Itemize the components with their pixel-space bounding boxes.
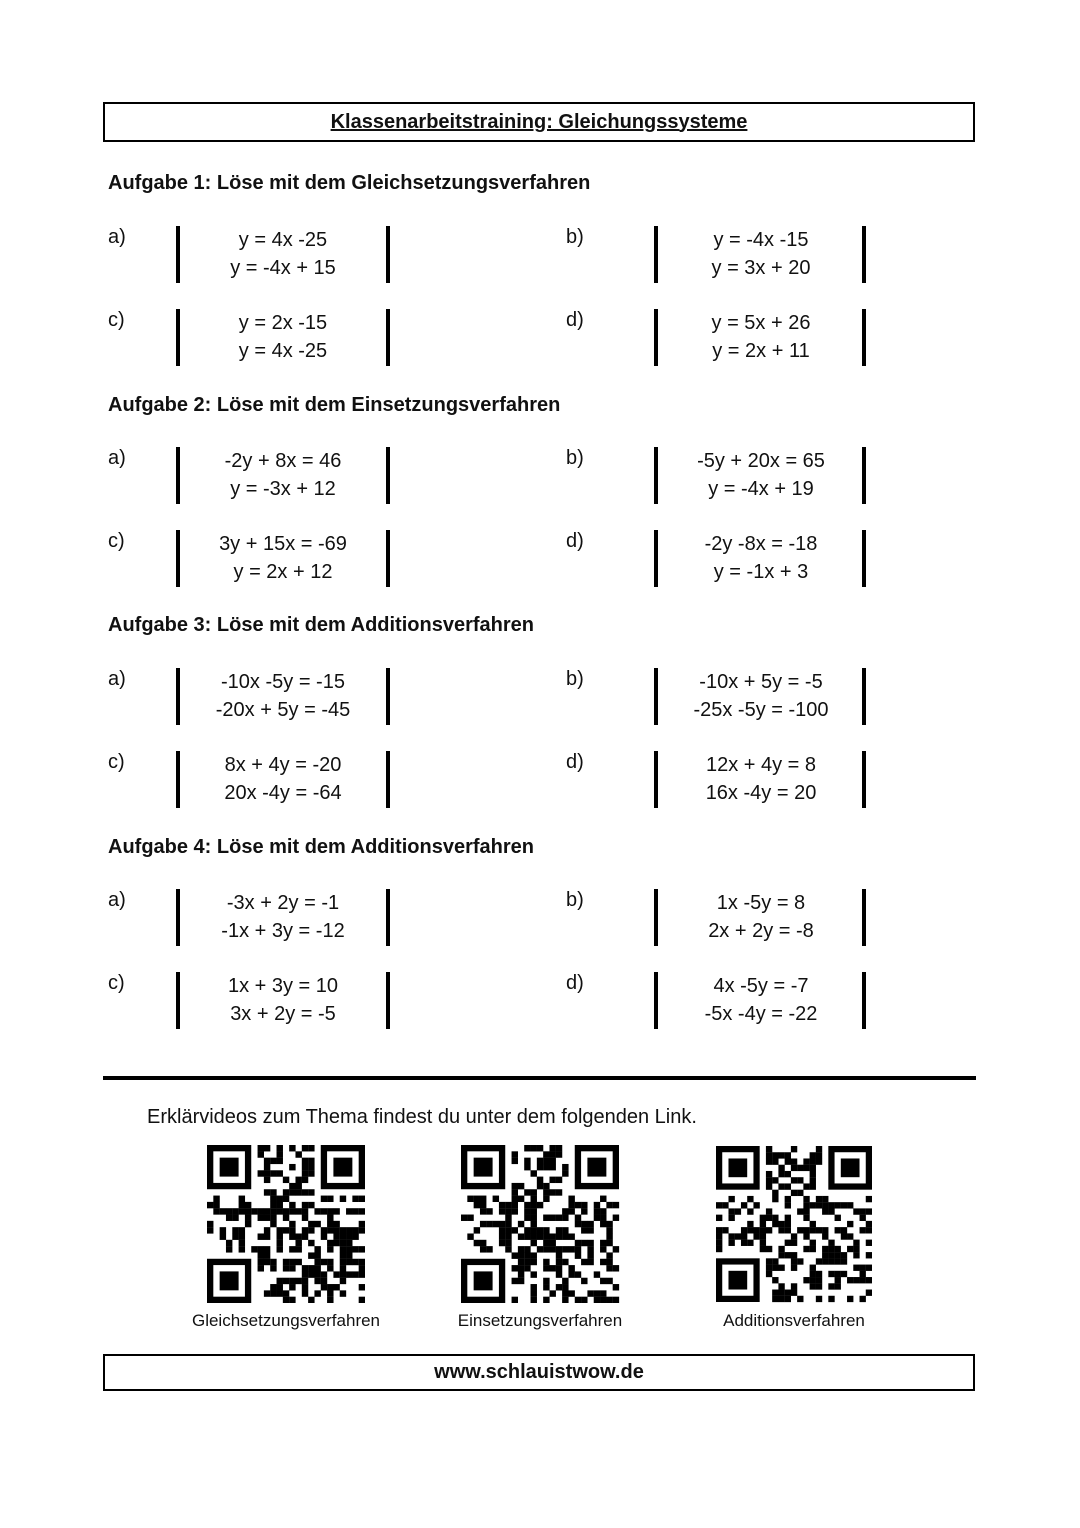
equation-2: 20x -4y = -64 <box>224 782 342 804</box>
system-label: a) <box>108 226 126 248</box>
system-label: c) <box>108 530 125 552</box>
system-label: a) <box>108 889 126 911</box>
equation-1: y = 5x + 26 <box>711 312 811 334</box>
equation-1: y = -4x -15 <box>713 229 809 251</box>
equation-1: 4x -5y = -7 <box>713 975 809 997</box>
right-bracket <box>862 889 866 946</box>
right-bracket <box>386 530 390 587</box>
qr-code-icon[interactable] <box>207 1145 365 1303</box>
equation-1: -2y + 8x = 46 <box>224 450 342 472</box>
task-4-system-a <box>108 889 345 947</box>
equation-2: y = 3x + 20 <box>711 257 811 279</box>
right-bracket <box>386 972 390 1029</box>
system-label: c) <box>108 751 125 773</box>
system-label: a) <box>108 668 126 690</box>
equation-2: -1x + 3y = -12 <box>221 920 345 942</box>
task-1-system-a <box>108 226 336 284</box>
equation-1: 3y + 15x = -69 <box>219 533 347 555</box>
equation-1: 1x + 3y = 10 <box>227 975 339 997</box>
qr-einsetzung[interactable] <box>440 1145 640 1331</box>
right-bracket <box>386 447 390 504</box>
equation-2: -25x -5y = -100 <box>693 699 829 721</box>
right-bracket <box>386 309 390 366</box>
footer-url: www.schlauistwow.de <box>434 1361 644 1383</box>
right-bracket <box>386 751 390 808</box>
equation-2: 16x -4y = 20 <box>705 782 817 804</box>
qr-caption: Gleichsetzungsverfahren <box>191 1311 381 1330</box>
equation-1: 12x + 4y = 8 <box>705 754 817 776</box>
section-divider <box>103 1076 976 1080</box>
task-3-system-b <box>566 668 829 726</box>
task-2-system-a <box>108 447 342 505</box>
equation-2: y = -4x + 15 <box>230 257 336 279</box>
task-3-system-d <box>566 751 817 809</box>
right-bracket <box>386 889 390 946</box>
task-2-system-c <box>108 530 347 588</box>
equation-2: -5x -4y = -22 <box>704 1003 818 1025</box>
equation-1: -2y -8x = -18 <box>704 533 818 555</box>
qr-caption: Einsetzungsverfahren <box>457 1311 623 1330</box>
system-label: b) <box>566 889 584 911</box>
equation-2: y = 2x + 12 <box>233 561 333 583</box>
right-bracket <box>862 751 866 808</box>
task-1-heading: Aufgabe 1: Löse mit dem Gleichsetzungsverfahren <box>108 172 591 194</box>
task-1-system-b <box>566 226 811 284</box>
equation-2: y = 2x + 11 <box>712 340 810 362</box>
task-2-heading: Aufgabe 2: Löse mit dem Einsetzungsverfahren <box>108 394 561 416</box>
equation-2: 3x + 2y = -5 <box>230 1003 336 1025</box>
task-2-system-b <box>566 447 825 505</box>
task-4-system-d <box>566 972 818 1030</box>
task-1-system-d <box>566 309 811 367</box>
system-label: c) <box>108 972 125 994</box>
equation-1: y = 2x -15 <box>238 312 328 334</box>
equation-1: -3x + 2y = -1 <box>226 892 340 914</box>
task-4-system-c <box>108 972 339 1030</box>
task-3-system-c <box>108 751 342 809</box>
right-bracket <box>386 668 390 725</box>
video-intro-text: Erklärvideos zum Thema findest du unter dem folgenden Link. <box>147 1106 697 1128</box>
equation-2: y = -1x + 3 <box>713 561 809 583</box>
right-bracket <box>862 530 866 587</box>
qr-caption: Additionsverfahren <box>723 1311 865 1330</box>
system-label: b) <box>566 447 584 469</box>
system-label: c) <box>108 309 125 331</box>
right-bracket <box>862 309 866 366</box>
task-3-system-a <box>108 668 351 726</box>
equation-1: -10x -5y = -15 <box>221 671 345 693</box>
qr-addition[interactable] <box>694 1145 894 1331</box>
equation-1: y = 4x -25 <box>238 229 328 251</box>
right-bracket <box>386 226 390 283</box>
qr-code-icon[interactable] <box>459 1145 621 1303</box>
equation-1: -5y + 20x = 65 <box>697 450 825 472</box>
task-2-system-d <box>566 530 818 588</box>
footer-box <box>103 1354 975 1391</box>
right-bracket <box>862 226 866 283</box>
system-label: d) <box>566 972 584 994</box>
equation-2: y = -4x + 19 <box>708 478 814 500</box>
equation-2: y = 4x -25 <box>238 340 328 362</box>
task-3-heading: Aufgabe 3: Löse mit dem Additionsverfahren <box>108 614 534 636</box>
equation-2: y = -3x + 12 <box>230 478 336 500</box>
system-label: b) <box>566 226 584 248</box>
task-4-system-b <box>566 889 814 947</box>
task-1-system-c <box>108 309 328 367</box>
right-bracket <box>862 447 866 504</box>
right-bracket <box>862 668 866 725</box>
qr-code-icon[interactable] <box>716 1145 872 1303</box>
equation-1: -10x + 5y = -5 <box>699 671 823 693</box>
equation-2: -20x + 5y = -45 <box>215 699 351 721</box>
system-label: a) <box>108 447 126 469</box>
equation-1: 1x -5y = 8 <box>716 892 806 914</box>
right-bracket <box>862 972 866 1029</box>
system-label: d) <box>566 309 584 331</box>
qr-gleichsetzung[interactable] <box>186 1145 386 1331</box>
page-title: Klassenarbeitstraining: Gleichungssysteme <box>330 110 748 133</box>
equation-1: 8x + 4y = -20 <box>224 754 342 776</box>
equation-2: 2x + 2y = -8 <box>708 920 814 942</box>
system-label: d) <box>566 751 584 773</box>
system-label: d) <box>566 530 584 552</box>
task-4-heading: Aufgabe 4: Löse mit dem Additionsverfahren <box>108 836 534 858</box>
system-label: b) <box>566 668 584 690</box>
title-box <box>103 102 975 142</box>
